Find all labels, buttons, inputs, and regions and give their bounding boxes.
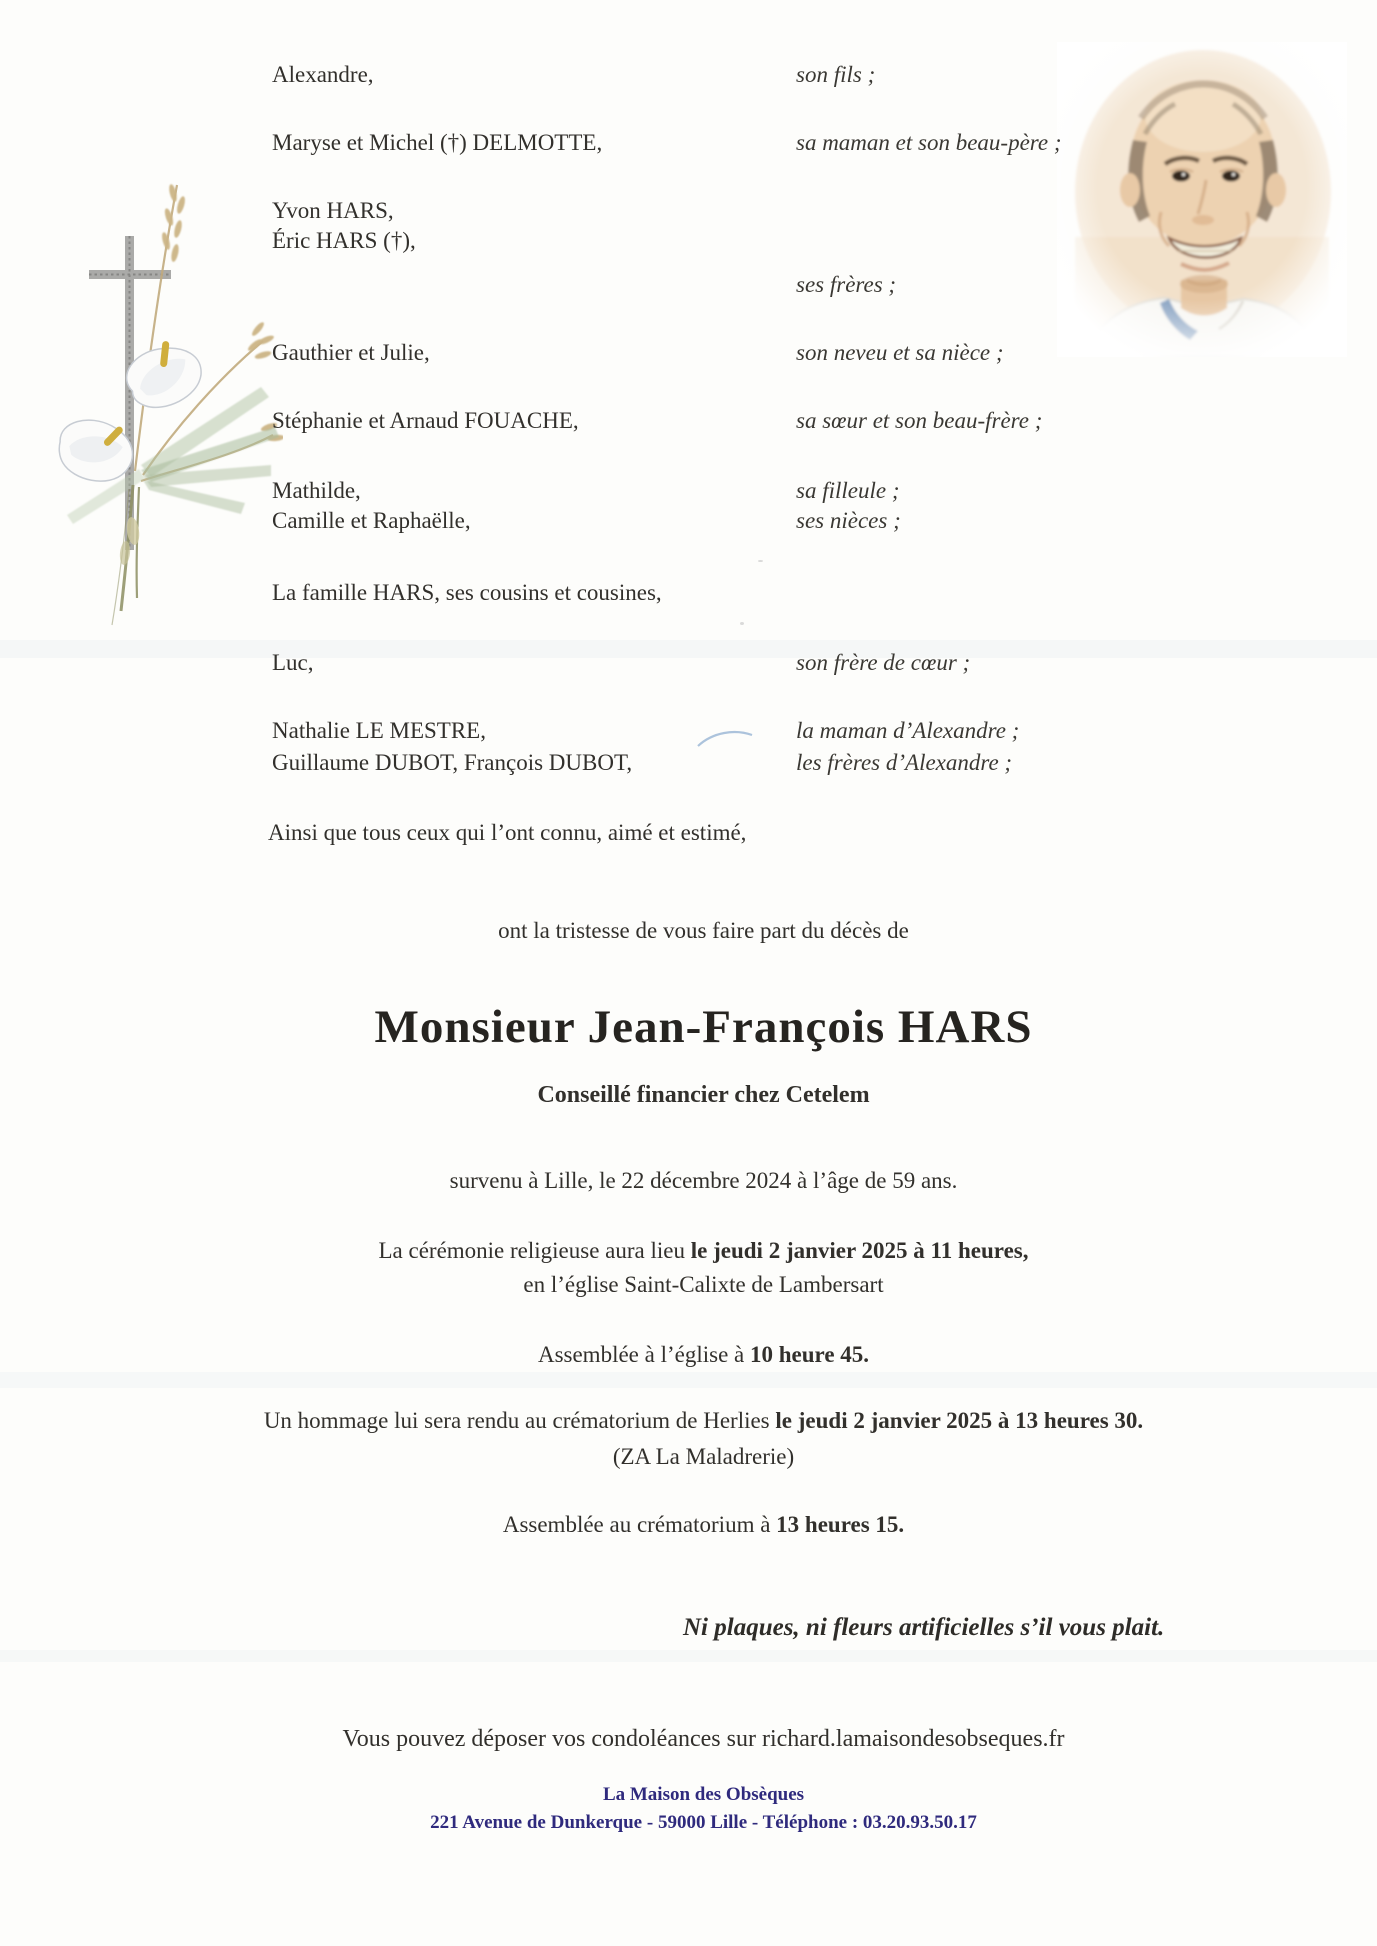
church-assembly-line xyxy=(30,1342,1377,1368)
family-name: Éric HARS (†), xyxy=(272,228,416,253)
condolences-line: Vous pouvez déposer vos condoléances sur richard.lamaisondesobseques.fr xyxy=(342,1726,1065,1752)
death-line: survenu à Lille, le 22 décembre 2024 à l’âge de 59 ans. xyxy=(449,1168,958,1193)
portrait-photo xyxy=(1057,42,1347,357)
family-relation: sa filleule ; xyxy=(796,478,900,503)
family-relation: sa maman et son beau-père ; xyxy=(796,130,1062,155)
family-name: Camille et Raphaëlle, xyxy=(272,508,471,533)
family-name: Stéphanie et Arnaud FOUACHE, xyxy=(272,408,579,433)
family-name: Alexandre, xyxy=(272,62,374,87)
church-line: en l’église Saint-Calixte de Lambersart xyxy=(523,1272,884,1297)
pen-mark xyxy=(695,726,755,752)
tribute-line xyxy=(30,1408,1377,1434)
family-relation: la maman d’Alexandre ; xyxy=(796,718,1020,743)
family-relation: ses frères ; xyxy=(796,272,897,297)
funeral-home-name: La Maison des Obsèques xyxy=(602,1784,805,1805)
family-name: Mathilde, xyxy=(272,478,361,503)
tribute-datetime: le jeudi 2 janvier 2025 à 13 heures 30. xyxy=(775,1408,1144,1433)
family-name: Maryse et Michel (†) DELMOTTE, xyxy=(272,130,603,155)
family-name: Yvon HARS, xyxy=(272,198,394,223)
family-relation: sa sœur et son beau-frère ; xyxy=(796,408,1043,433)
family-relation: son neveu et sa nièce ; xyxy=(796,340,1004,365)
church-assembly-time: 10 heure 45. xyxy=(749,1342,870,1367)
tribute-location: (ZA La Maladrerie) xyxy=(612,1444,795,1469)
family-closing-line: Ainsi que tous ceux qui l’ont connu, aimé et estimé, xyxy=(268,820,747,845)
crematorium-assembly-line xyxy=(30,1512,1377,1538)
family-name: Luc, xyxy=(272,650,314,675)
flowers-notice: Ni plaques, ni fleurs artificielles s’il vous plait. xyxy=(683,1614,1165,1641)
family-name: La famille HARS, ses cousins et cousines, xyxy=(272,580,662,605)
family-relation: les frères d’Alexandre ; xyxy=(796,750,1013,775)
funeral-home-address: 221 Avenue de Dunkerque - 59000 Lille - Téléphone : 03.20.93.50.17 xyxy=(430,1812,977,1833)
scan-speck xyxy=(740,622,744,625)
scan-band xyxy=(0,1372,1377,1388)
ceremony-line xyxy=(30,1238,1377,1264)
family-name: Gauthier et Julie, xyxy=(272,340,430,365)
scan-speck xyxy=(758,560,763,562)
family-name: Nathalie LE MESTRE, xyxy=(272,718,486,743)
cross-and-lilies-illustration xyxy=(33,133,283,678)
announcement-intro: ont la tristesse de vous faire part du décès de xyxy=(498,918,909,943)
deceased-profession: Conseillé financier chez Cetelem xyxy=(537,1082,870,1108)
family-relation: son fils ; xyxy=(796,62,876,87)
wheat-grains xyxy=(160,183,283,441)
tribute-prefix: Un hommage lui sera rendu au crématorium de Herlies xyxy=(263,1408,776,1433)
family-relation: ses nièces ; xyxy=(796,508,901,533)
crematorium-assembly-prefix: Assemblée au crématorium à xyxy=(502,1512,777,1537)
deceased-name: Monsieur Jean-François HARS xyxy=(374,1001,1033,1053)
church-assembly-prefix: Assemblée à l’église à xyxy=(537,1342,750,1367)
family-name: Guillaume DUBOT, François DUBOT, xyxy=(272,750,633,775)
ceremony-datetime: le jeudi 2 janvier 2025 à 11 heures, xyxy=(690,1238,1029,1263)
crematorium-assembly-time: 13 heures 15. xyxy=(776,1512,905,1537)
family-relation: son frère de cœur ; xyxy=(796,650,971,675)
ceremony-prefix: La cérémonie religieuse aura lieu xyxy=(378,1238,691,1263)
scan-band xyxy=(0,1650,1377,1662)
